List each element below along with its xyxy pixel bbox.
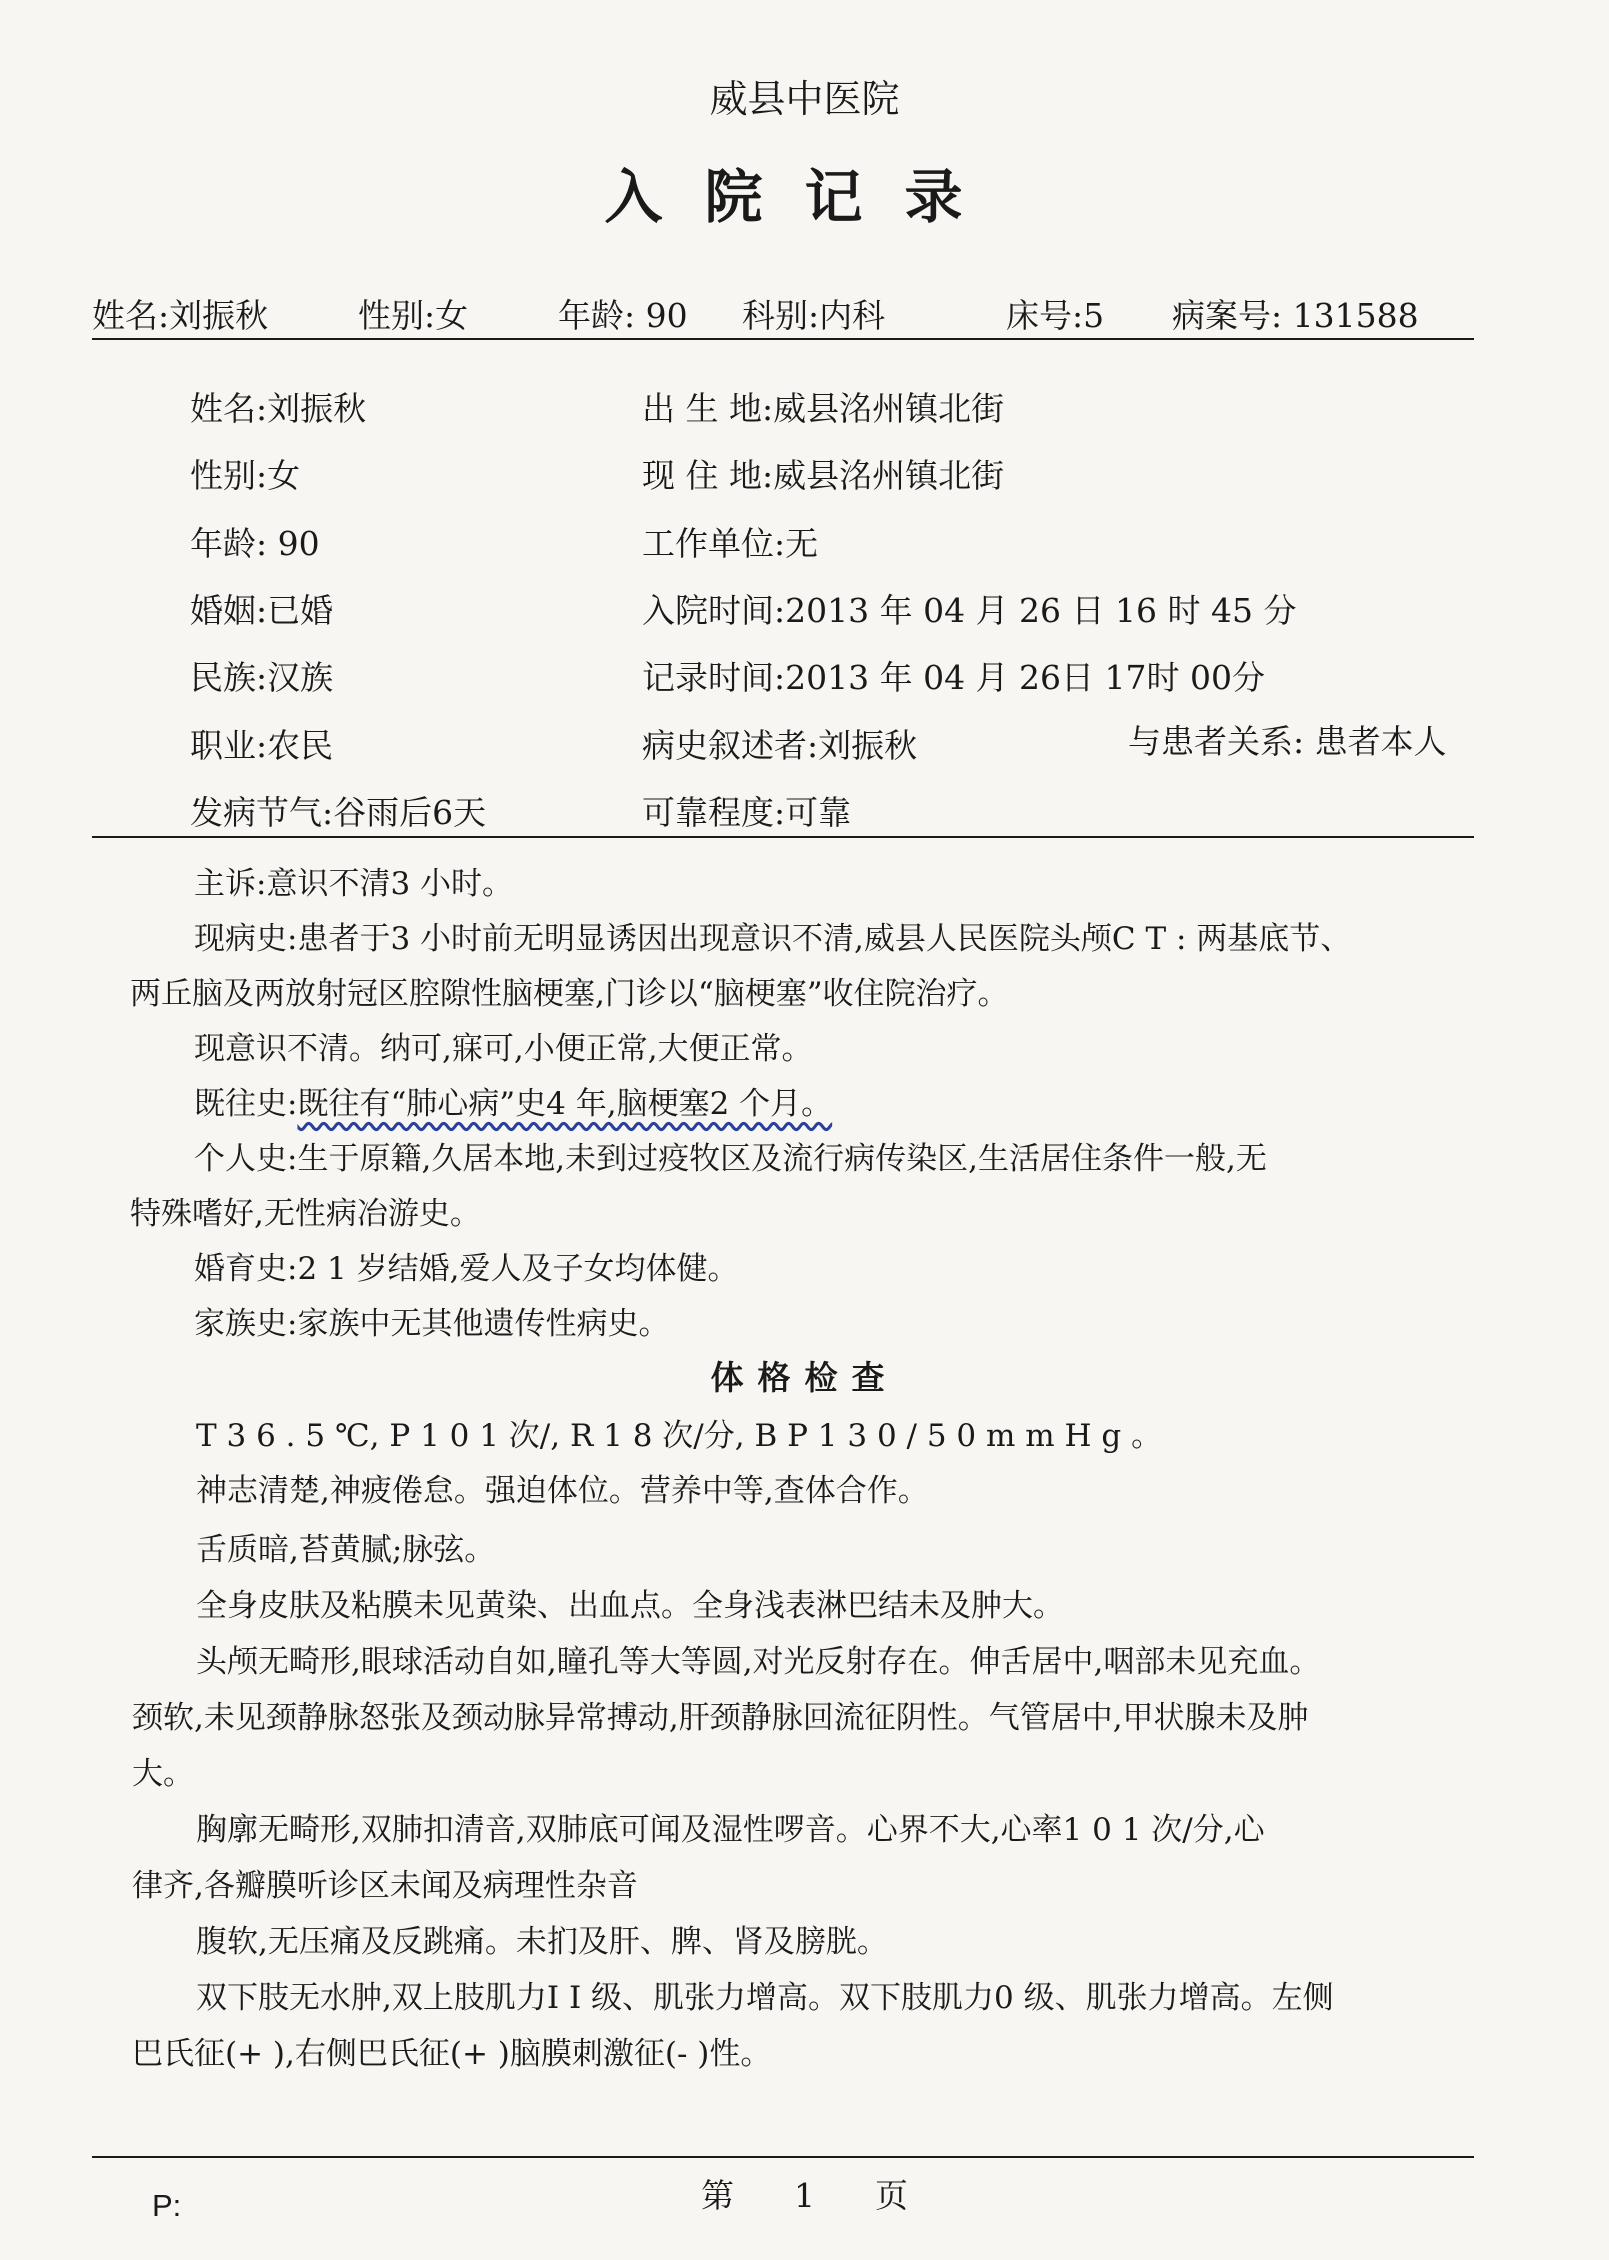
exam-line-2: 舌质暗,苔黄腻;脉弦。	[196, 1532, 496, 1568]
chief-complaint: 主诉:意识不清3 小时。	[194, 866, 514, 902]
past-history-text: 既往有“肺心病”史4 年,脑梗塞2 个月。	[297, 1086, 833, 1122]
exam-line-7: 胸廓无畸形,双肺扣清音,双肺底可闻及湿性啰音。心界不大,心率1 0 1 次/分,心	[196, 1812, 1265, 1848]
marital-history: 婚育史:2 1 岁结婚,爱人及子女均体健。	[194, 1251, 739, 1287]
p-mark: P:	[152, 2188, 182, 2223]
info-narrator: 病史叙述者:刘振秋	[642, 726, 918, 765]
exam-line-3: 全身皮肤及粘膜未见黄染、出血点。全身浅表淋巴结未及肿大。	[196, 1588, 1064, 1624]
personal-history-line-2: 特殊嗜好,无性病冶游史。	[130, 1196, 481, 1232]
exam-vitals: T 3 6 . 5 ℃, P 1 0 1 次/, R 1 8 次/分, B P 1 3 0 / 5 0 m m H g 。	[196, 1418, 1163, 1454]
header-divider	[92, 338, 1474, 340]
info-reliability: 可靠程度:可靠	[642, 793, 852, 832]
meta-gender: 性别:女	[358, 296, 469, 335]
exam-line-5: 颈软,未见颈静脉怒张及颈动脉异常搏动,肝颈静脉回流征阴性。气管居中,甲状腺未及肿	[132, 1700, 1309, 1736]
meta-case-number: 病案号: 131588	[1172, 296, 1419, 335]
info-occupation: 职业:农民	[190, 726, 334, 765]
info-age: 年龄: 90	[190, 524, 320, 563]
meta-age: 年龄: 90	[558, 296, 688, 335]
family-history: 家族史:家族中无其他遗传性病史。	[194, 1306, 670, 1342]
info-marriage: 婚姻:已婚	[190, 591, 334, 630]
info-relation: 与患者关系: 患者本人	[1128, 722, 1447, 761]
meta-dept: 科别:内科	[742, 296, 886, 335]
present-illness-line-2: 两丘脑及两放射冠区腔隙性脑梗塞,门诊以“脑梗塞”收住院治疗。	[130, 976, 1009, 1012]
present-illness-line-3: 现意识不清。纳可,寐可,小便正常,大便正常。	[194, 1031, 813, 1067]
exam-line-6: 大。	[132, 1756, 194, 1792]
exam-line-11: 巴氏征(+ ),右侧巴氏征(+ )脑膜刺激征(- )性。	[132, 2036, 772, 2072]
exam-line-9: 腹软,无压痛及反跳痛。未扪及肝、脾、肾及膀胱。	[196, 1924, 888, 1960]
info-residence: 现 住 地:威县洺州镇北街	[642, 456, 1005, 495]
info-birthplace: 出 生 地:威县洺州镇北街	[642, 389, 1005, 428]
exam-line-10: 双下肢无水肿,双上肢肌力I I 级、肌张力增高。双下肢肌力0 级、肌张力增高。左侧	[196, 1980, 1334, 2016]
meta-bed: 床号:5	[1006, 296, 1105, 335]
meta-name: 姓名:刘振秋	[92, 296, 269, 335]
document-title: 入院记录	[604, 163, 1005, 231]
page-num: 1	[794, 2176, 815, 2215]
page-suffix: 页	[875, 2176, 908, 2215]
exam-line-1: 神志清楚,神疲倦怠。强迫体位。营养中等,查体合作。	[196, 1473, 929, 1509]
hospital-name: 威县中医院	[709, 77, 900, 121]
info-name: 姓名:刘振秋	[190, 389, 367, 428]
past-history-label: 既往史:	[194, 1086, 298, 1122]
exam-section-title: 体格检查	[710, 1358, 899, 1397]
footer-divider	[92, 2156, 1474, 2158]
personal-history-line-1: 个人史:生于原籍,久居本地,未到过疫牧区及流行病传染区,生活居住条件一般,无	[194, 1141, 1267, 1177]
info-record-time: 记录时间:2013 年 04 月 26日 17时 00分	[642, 658, 1266, 697]
info-divider	[92, 836, 1474, 838]
page-prefix: 第	[701, 2176, 734, 2215]
info-gender: 性别:女	[190, 456, 301, 495]
exam-line-8: 律齐,各瓣膜听诊区未闻及病理性杂音	[132, 1868, 638, 1904]
info-admit-time: 入院时间:2013 年 04 月 26 日 16 时 45 分	[642, 591, 1297, 630]
info-ethnicity: 民族:汉族	[190, 658, 334, 697]
info-onset-term: 发病节气:谷雨后6天	[190, 793, 487, 832]
exam-line-4: 头颅无畸形,眼球活动自如,瞳孔等大等圆,对光反射存在。伸舌居中,咽部未见充血。	[196, 1644, 1321, 1680]
past-history	[194, 1078, 832, 1123]
info-workplace: 工作单位:无	[642, 524, 819, 563]
present-illness-line-1: 现病史:患者于3 小时前无明显诱因出现意识不清,威县人民医院头颅C T : 两基底节、	[194, 921, 1352, 957]
page-number	[0, 2170, 1609, 2217]
